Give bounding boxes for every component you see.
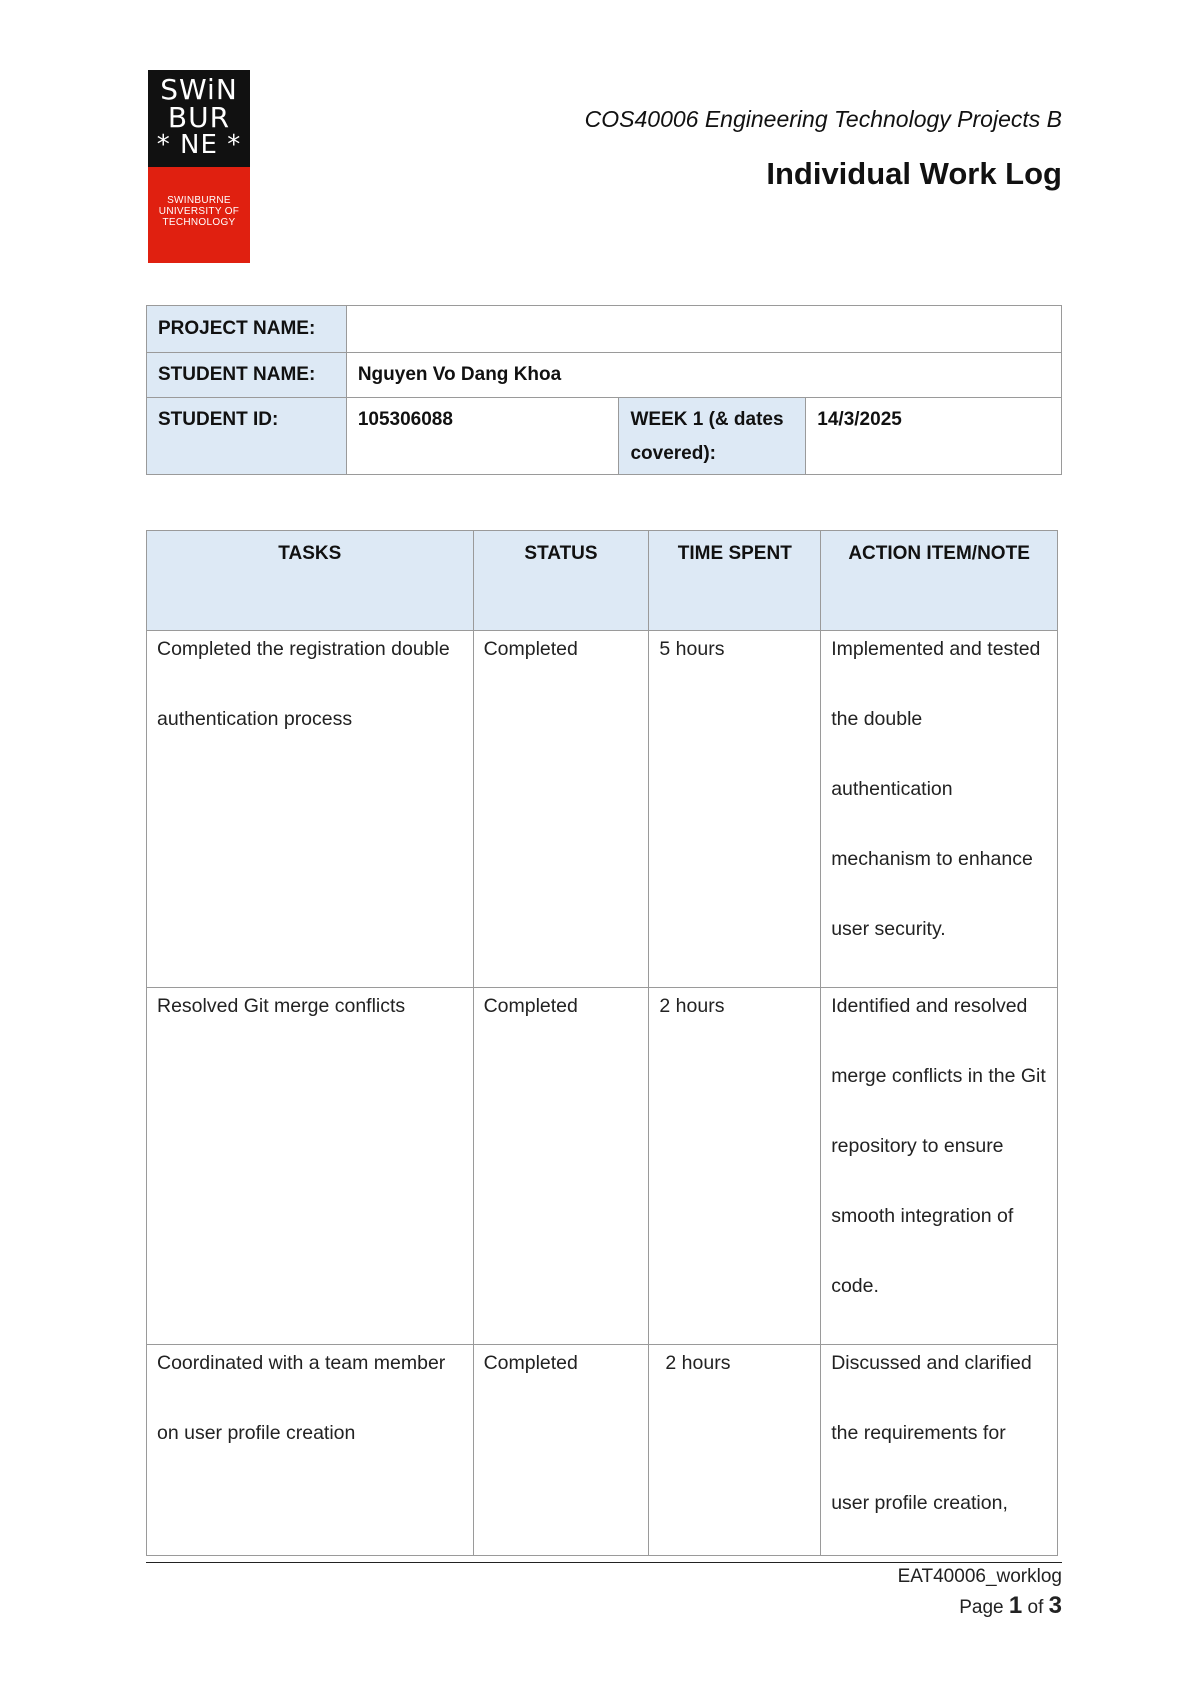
footer-divider (146, 1562, 1062, 1563)
logo-wordmark: SWiN BUR * NE * (148, 70, 250, 167)
time-spent-cell: 2 hours (649, 1345, 821, 1556)
status-cell: Completed (473, 1345, 649, 1556)
student-name-row (147, 353, 1062, 398)
project-name-label: PROJECT NAME: (147, 306, 347, 353)
time-spent-cell: 2 hours (649, 988, 821, 1345)
logo-university-name: SWINBURNE UNIVERSITY OF TECHNOLOGY (148, 167, 250, 263)
document-title: Individual Work Log (766, 156, 1062, 191)
student-id-value: 105306088 (346, 398, 619, 475)
status-cell: Completed (473, 631, 649, 988)
task-cell: Coordinated with a team member on user profile creation (147, 1345, 474, 1556)
footer-filename: EAT40006_worklog (897, 1566, 1062, 1587)
table-row (147, 631, 1058, 988)
time-spent-cell: 5 hours (649, 631, 821, 988)
week-label: WEEK 1 (& dates covered): (619, 398, 806, 475)
task-cell: Completed the registration double authentication process (147, 631, 474, 988)
project-name-value (346, 306, 1061, 353)
column-header-action-note: ACTION ITEM/NOTE (821, 531, 1058, 631)
student-name-value: Nguyen Vo Dang Khoa (346, 353, 1061, 398)
work-log-table (146, 530, 1058, 1556)
table-row (147, 1345, 1058, 1556)
student-name-label: STUDENT NAME: (147, 353, 347, 398)
column-header-tasks: TASKS (147, 531, 474, 631)
student-id-label: STUDENT ID: (147, 398, 347, 475)
swinburne-logo (148, 70, 250, 263)
student-id-row (147, 398, 1062, 475)
note-cell: Identified and resolved merge conflicts in the Git repository to ensure smooth integration of code. (821, 988, 1058, 1345)
student-info-table (146, 305, 1062, 475)
note-cell: Discussed and clarified the requirements for user profile creation, (821, 1345, 1058, 1556)
status-cell: Completed (473, 988, 649, 1345)
week-value: 14/3/2025 (806, 398, 1062, 475)
task-cell: Resolved Git merge conflicts (147, 988, 474, 1345)
table-row (147, 988, 1058, 1345)
column-header-status: STATUS (473, 531, 649, 631)
note-cell: Implemented and tested the double authentication mechanism to enhance user security. (821, 631, 1058, 988)
column-header-time-spent: TIME SPENT (649, 531, 821, 631)
course-title: COS40006 Engineering Technology Projects B (584, 106, 1062, 132)
page-number: Page 1 of 3 (959, 1592, 1062, 1619)
project-name-row (147, 306, 1062, 353)
